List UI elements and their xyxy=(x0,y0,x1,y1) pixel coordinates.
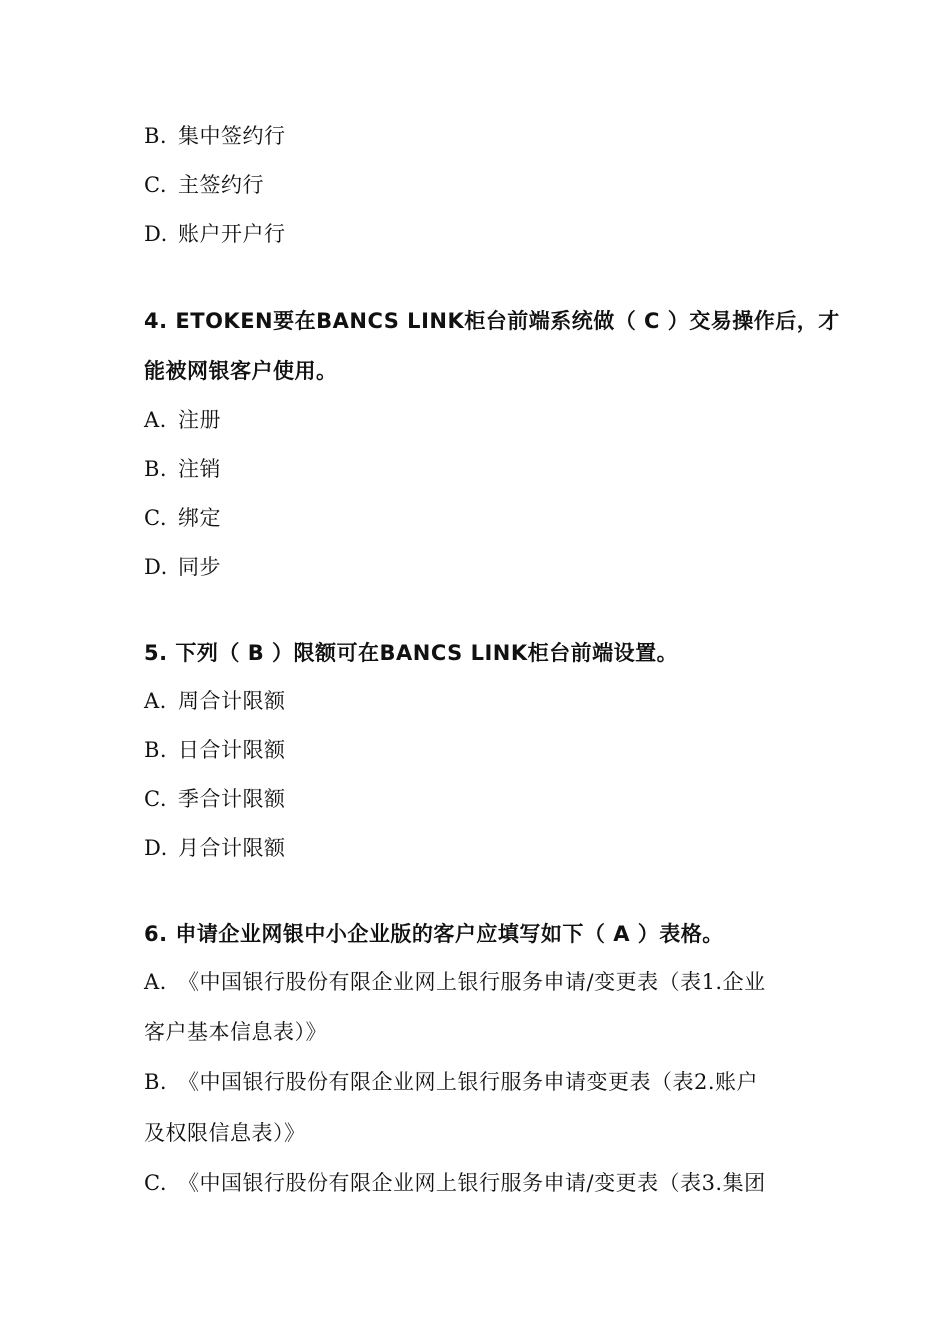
option-letter: C. xyxy=(144,1171,167,1195)
option-letter: C. xyxy=(144,787,167,811)
option-text: 季合计限额 xyxy=(178,787,286,811)
option-letter: D. xyxy=(144,555,168,579)
option-letter: D. xyxy=(144,222,168,246)
option-text: 月合计限额 xyxy=(178,836,286,860)
question-4-line-1: 4. ETOKEN要在BANCS LINK柜台前端系统做（ C ）交易操作后，才 xyxy=(144,309,840,333)
option-q6-a xyxy=(144,967,824,997)
option-text: 账户开户行 xyxy=(178,222,286,246)
option-q5-d xyxy=(144,833,824,863)
question-5-line-1: 5. 下列（ B ）限额可在BANCS LINK柜台前端设置。 xyxy=(144,641,679,665)
option-letter: C. xyxy=(144,173,167,197)
option-text: 日合计限额 xyxy=(178,738,286,762)
option-q6-b xyxy=(144,1067,824,1097)
option-q4-d xyxy=(144,552,824,582)
option-text: 注册 xyxy=(178,408,221,432)
option-letter: B. xyxy=(144,124,168,148)
question-6-line-1: 6. 申请企业网银中小企业版的客户应填写如下（ A ）表格。 xyxy=(144,922,724,946)
option-letter: A. xyxy=(144,689,167,713)
option-text: 周合计限额 xyxy=(178,689,286,713)
option-q6-a-continued: 客户基本信息表）》 xyxy=(144,1020,327,1044)
option-text: 《中国银行股份有限企业网上银行服务申请/变更表（表1.企业 xyxy=(178,970,766,994)
option-q5-c xyxy=(144,784,824,814)
option-q5-a xyxy=(144,686,824,716)
option-text: 绑定 xyxy=(178,506,221,530)
option-letter: B. xyxy=(144,738,168,762)
option-letter: D. xyxy=(144,836,168,860)
option-q5-b xyxy=(144,735,824,765)
option-q4-c xyxy=(144,503,824,533)
option-text: 《中国银行股份有限企业网上银行服务申请/变更表（表3.集团 xyxy=(178,1171,766,1195)
option-q6-b-continued: 及权限信息表）》 xyxy=(144,1121,306,1145)
option-q4-a xyxy=(144,405,824,435)
option-letter: A. xyxy=(144,970,167,994)
option-q3-b xyxy=(144,121,824,151)
option-letter: C. xyxy=(144,506,167,530)
option-text: 《中国银行股份有限企业网上银行服务申请变更表（表2.账户 xyxy=(178,1070,759,1094)
option-q3-d xyxy=(144,219,824,249)
question-4-line-2: 能被网银客户使用。 xyxy=(144,359,338,383)
option-letter: B. xyxy=(144,1070,168,1094)
option-letter: B. xyxy=(144,457,168,481)
option-q3-c xyxy=(144,170,824,200)
option-q4-b xyxy=(144,454,824,484)
option-q6-c xyxy=(144,1168,824,1198)
option-letter: A. xyxy=(144,408,167,432)
option-text: 主签约行 xyxy=(178,173,264,197)
option-text: 集中签约行 xyxy=(178,124,286,148)
option-text: 注销 xyxy=(178,457,221,481)
option-text: 同步 xyxy=(178,555,221,579)
